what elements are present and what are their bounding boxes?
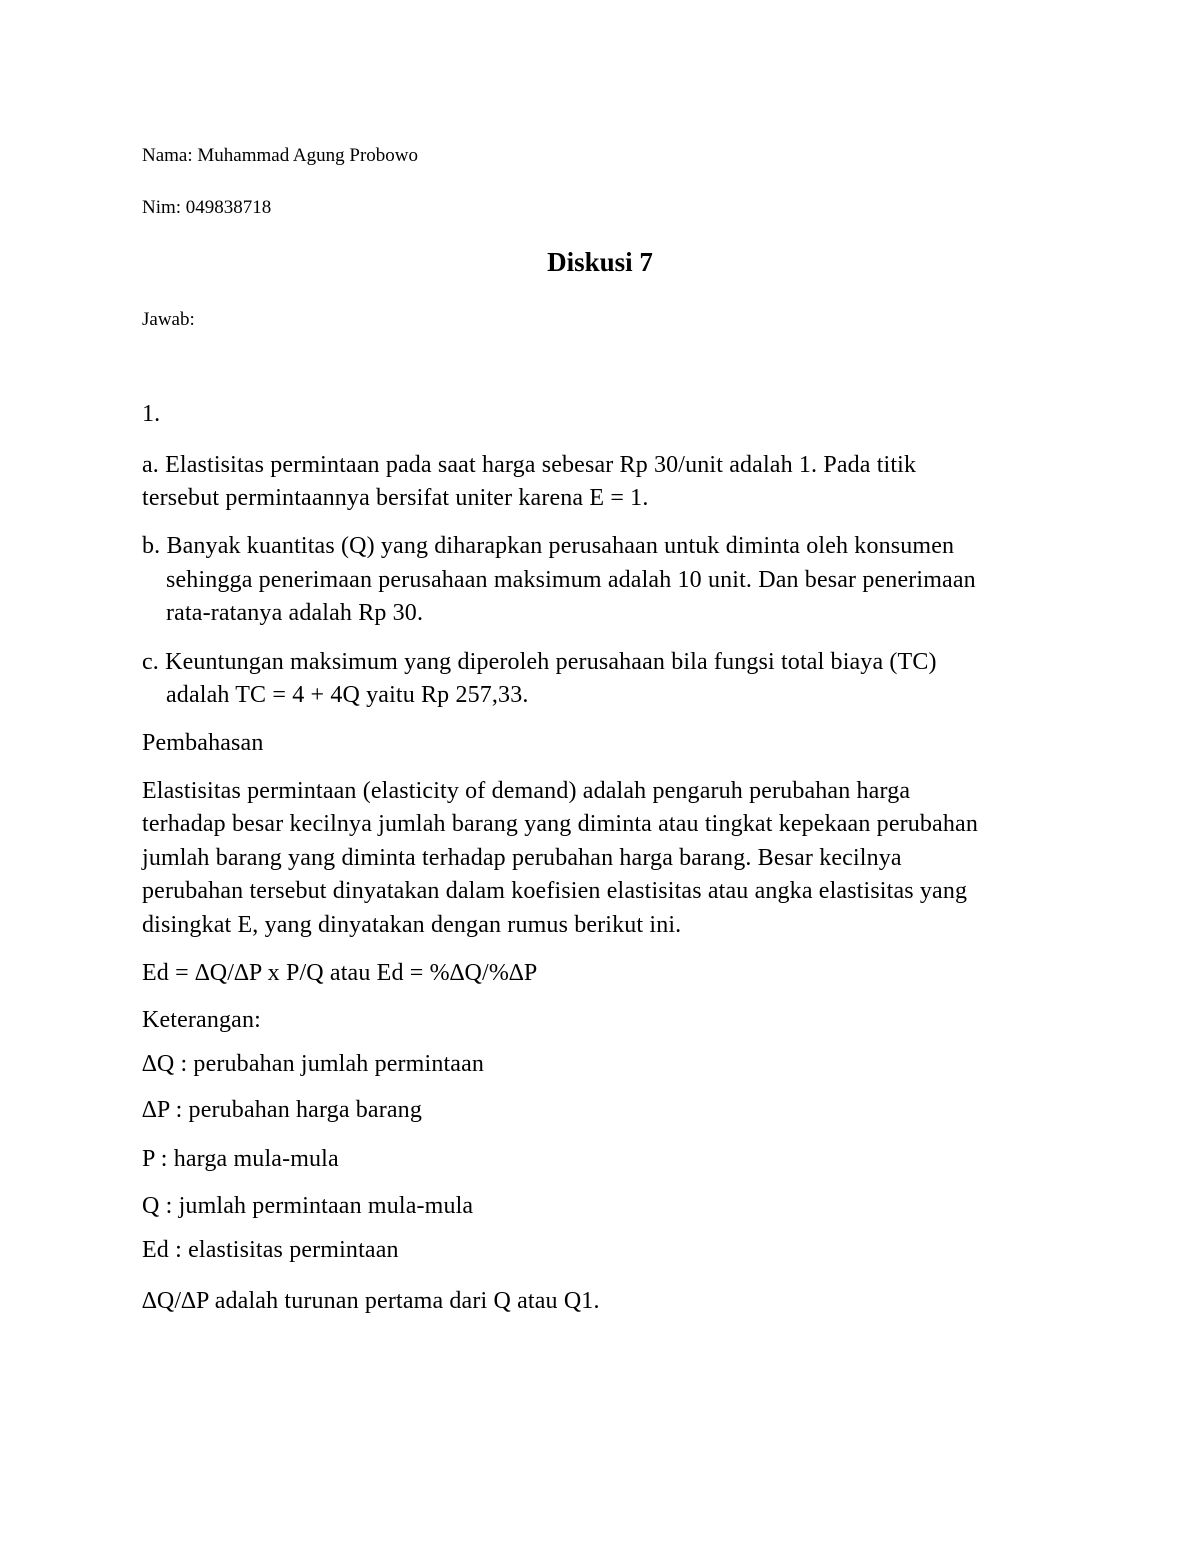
document-title: Diskusi 7 <box>547 247 653 277</box>
elasticity-formula: Ed = ∆Q/∆P x P/Q atau Ed = %∆Q/%∆P <box>142 960 538 986</box>
answer-a-line-1: a. Elastisitas permintaan pada saat harga sebesar Rp 30/unit adalah 1. Pada titik <box>142 452 917 478</box>
note-item: P : harga mula-mula <box>142 1146 339 1172</box>
answer-b-line-3: rata-ratanya adalah Rp 30. <box>166 600 424 626</box>
discussion-heading: Pembahasan <box>142 730 264 756</box>
discussion-line: perubahan tersebut dinyatakan dalam koefisien elastisitas atau angka elastisitas yang <box>142 878 968 904</box>
note-item: ∆P : perubahan harga barang <box>142 1097 422 1123</box>
discussion-line: jumlah barang yang diminta terhadap perubahan harga barang. Besar kecilnya <box>142 845 902 871</box>
note-item: ∆Q : perubahan jumlah permintaan <box>142 1051 485 1077</box>
discussion-line: disingkat E, yang dinyatakan dengan rumus berikut ini. <box>142 912 682 938</box>
answer-b-line-2: sehingga penerimaan perusahaan maksimum adalah 10 unit. Dan besar penerimaan <box>166 567 976 593</box>
note-item: Q : jumlah permintaan mula-mula <box>142 1193 474 1219</box>
answer-c-line-1: c. Keuntungan maksimum yang diperoleh perusahaan bila fungsi total biaya (TC) <box>142 649 937 675</box>
answer-label: Jawab: <box>142 309 195 330</box>
answer-a-line-2: tersebut permintaannya bersifat uniter karena E = 1. <box>142 485 649 511</box>
note-item: ∆Q/∆P adalah turunan pertama dari Q atau Q1. <box>142 1288 600 1314</box>
answer-b-line-1: b. Banyak kuantitas (Q) yang diharapkan perusahaan untuk diminta oleh konsumen <box>142 533 955 559</box>
discussion-line: Elastisitas permintaan (elasticity of demand) adalah pengaruh perubahan harga <box>142 778 911 804</box>
discussion-line: terhadap besar kecilnya jumlah barang yang diminta atau tingkat kepekaan perubahan <box>142 811 978 837</box>
student-nim: Nim: 049838718 <box>142 197 272 218</box>
student-name: Nama: Muhammad Agung Probowo <box>142 145 419 166</box>
question-number: 1. <box>142 401 161 427</box>
answer-c-line-2: adalah TC = 4 + 4Q yaitu Rp 257,33. <box>166 682 529 708</box>
note-item: Ed : elastisitas permintaan <box>142 1237 399 1263</box>
notes-heading: Keterangan: <box>142 1007 261 1033</box>
